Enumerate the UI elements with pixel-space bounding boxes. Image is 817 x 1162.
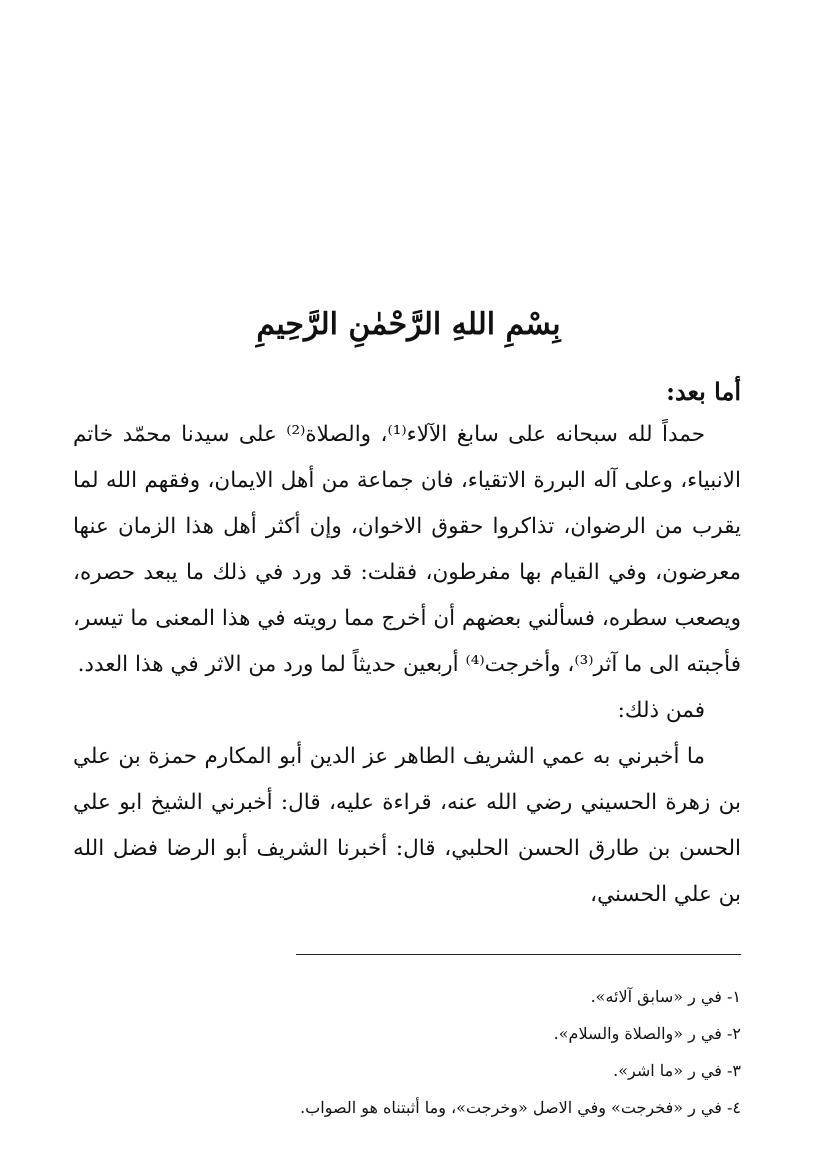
paragraph-introduction: حمداً لله سبحانه على سابغ الآلاء⁽¹⁾، والصلاة⁽²⁾ على سيدنا محمّد خاتم الانبياء، وعلى آله البررة الاتقياء، فان جماعة من أهل الايمان، وفقهم الله لما يقرب من الرضوان، تذاكروا حقوق الاخوان، وإن أكثر أهل هذا الزمان عنها معرضون، وفي القيام بها مفرطون، فقلت: قد ورد في ذلك ما يبعد حصره، ويصعب سطره، فسألني بعضهم أن أخرج مما رويته في هذا المعنى ما تيسر، فأجبته الى ما آثر⁽³⁾، وأخرجت⁽⁴⁾ أربعين حديثاً لما ورد من الاثر في هذا العدد. — [73, 422, 741, 677]
footnote-divider — [296, 954, 741, 955]
paragraph-narration: ما أخبرني به عمي الشريف الطاهر عز الدين أبو المكارم حمزة بن علي بن زهرة الحسيني رضي الله عنه، قراءة عليه، قال: أخبرني الشيخ ابو علي الحسن بن طارق الحسن الحلبي، قال: أخبرنا الشريف أبو الرضا فضل الله بن علي الحسني، — [73, 744, 741, 907]
section-heading: أما بعد: — [666, 377, 741, 406]
footnotes — [73, 978, 741, 1126]
footnote-3: ٣- في ر «ما اشر». — [613, 1061, 741, 1080]
footnote-1: ١- في ر «سابق آلائه». — [590, 987, 741, 1006]
footnote-4: ٤- في ر «فخرجت» وفي الاصل «وخرجت»، وما أثبتناه هو الصواب. — [300, 1098, 741, 1117]
footnote-2: ٢- في ر «والصلاة والسلام». — [553, 1024, 741, 1043]
basmala-calligraphy: بِسْمِ اللهِ الرَّحْمٰنِ الرَّحِيمِ — [256, 307, 561, 342]
main-text — [73, 412, 741, 918]
paragraph-transition: فمن ذلك: — [617, 698, 705, 723]
